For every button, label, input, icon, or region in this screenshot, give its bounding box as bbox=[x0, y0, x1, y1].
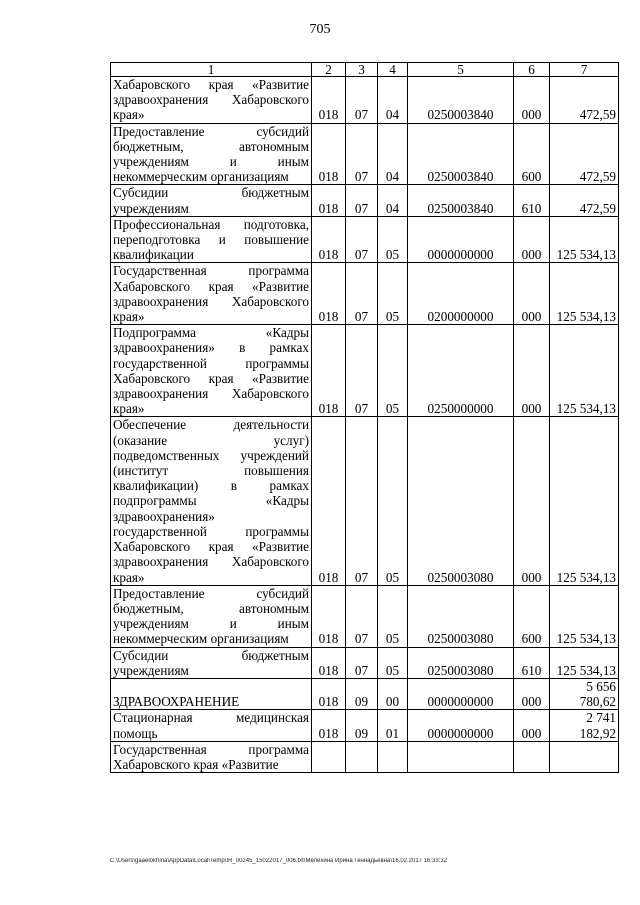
row-csr: 0250003840 bbox=[408, 123, 514, 185]
table-row bbox=[111, 263, 619, 325]
row-vr: 000 bbox=[514, 77, 550, 124]
table-row bbox=[111, 710, 619, 741]
row-sum: 5 656 780,62 bbox=[550, 678, 619, 709]
row-rz: 07 bbox=[346, 123, 378, 185]
row-ved: 018 bbox=[312, 710, 346, 741]
row-pr: 05 bbox=[378, 263, 408, 325]
row-sum: 125 534,13 bbox=[550, 417, 619, 585]
row-vr: 000 bbox=[514, 710, 550, 741]
row-rz: 09 bbox=[346, 678, 378, 709]
row-pr: 05 bbox=[378, 325, 408, 417]
row-sum: 125 534,13 bbox=[550, 263, 619, 325]
row-rz: 07 bbox=[346, 325, 378, 417]
row-csr: 0000000000 bbox=[408, 710, 514, 741]
row-sum: 2 741 182,92 bbox=[550, 710, 619, 741]
row-sum: 472,59 bbox=[550, 123, 619, 185]
row-csr bbox=[408, 741, 514, 772]
table-row bbox=[111, 585, 619, 647]
row-rz: 07 bbox=[346, 185, 378, 216]
row-ved: 018 bbox=[312, 123, 346, 185]
row-rz bbox=[346, 741, 378, 772]
row-ved: 018 bbox=[312, 647, 346, 678]
column-header: 6 bbox=[514, 63, 550, 77]
row-csr: 0000000000 bbox=[408, 216, 514, 263]
row-ved: 018 bbox=[312, 417, 346, 585]
column-header: 3 bbox=[346, 63, 378, 77]
row-pr: 00 bbox=[378, 678, 408, 709]
row-rz: 07 bbox=[346, 263, 378, 325]
row-vr: 000 bbox=[514, 325, 550, 417]
row-vr: 000 bbox=[514, 678, 550, 709]
row-vr: 610 bbox=[514, 185, 550, 216]
row-pr: 01 bbox=[378, 710, 408, 741]
row-sum: 125 534,13 bbox=[550, 647, 619, 678]
row-ved: 018 bbox=[312, 678, 346, 709]
table-row bbox=[111, 77, 619, 124]
row-vr: 000 bbox=[514, 417, 550, 585]
row-csr: 0000000000 bbox=[408, 678, 514, 709]
row-vr bbox=[514, 741, 550, 772]
row-ved: 018 bbox=[312, 585, 346, 647]
row-name: Государственная программа Хабаровского края «Развитие здравоохранения Хабаровского края» bbox=[111, 263, 312, 325]
row-name: Субсидии бюджетным учреждениям bbox=[111, 647, 312, 678]
row-ved: 018 bbox=[312, 216, 346, 263]
row-name: Государственная программа Хабаровского края «Развитие bbox=[111, 741, 312, 772]
row-ved: 018 bbox=[312, 77, 346, 124]
row-pr: 04 bbox=[378, 185, 408, 216]
table-row bbox=[111, 678, 619, 709]
row-csr: 0250003840 bbox=[408, 185, 514, 216]
row-name: Хабаровского края «Развитие здравоохранения Хабаровского края» bbox=[111, 77, 312, 124]
row-pr: 05 bbox=[378, 647, 408, 678]
row-sum bbox=[550, 741, 619, 772]
row-name: Стационарная медицинская помощь bbox=[111, 710, 312, 741]
row-pr: 05 bbox=[378, 417, 408, 585]
table-header-row bbox=[111, 63, 619, 77]
row-rz: 07 bbox=[346, 647, 378, 678]
footer-file-path: C:\Users\gaaelokhina\AppData\Local\Temp\IR_00245_15022017_006.txt\Мелехина Ирина Геннадьевна\16.02.2017 16:33:32 bbox=[110, 858, 448, 864]
row-pr: 04 bbox=[378, 77, 408, 124]
row-ved bbox=[312, 741, 346, 772]
row-rz: 07 bbox=[346, 77, 378, 124]
row-name: Профессиональная подготовка, переподготовка и повышение квалификации bbox=[111, 216, 312, 263]
row-csr: 0250003080 bbox=[408, 585, 514, 647]
row-ved: 018 bbox=[312, 263, 346, 325]
page-number: 705 bbox=[309, 22, 331, 37]
column-header: 2 bbox=[312, 63, 346, 77]
row-rz: 07 bbox=[346, 417, 378, 585]
row-csr: 0250000000 bbox=[408, 325, 514, 417]
row-vr: 000 bbox=[514, 216, 550, 263]
row-sum: 125 534,13 bbox=[550, 325, 619, 417]
row-sum: 125 534,13 bbox=[550, 216, 619, 263]
row-name: Обеспечение деятельности (оказание услуг) подведомственных учреждений (институт повышения квалификации) в рамках подпрограммы «Кадры здравоохранения» государственной программы Хабаровского края «Развитие здравоохранения Хабаровского края» bbox=[111, 417, 312, 585]
row-vr: 610 bbox=[514, 647, 550, 678]
row-name: Предоставление субсидий бюджетным, автономным учреждениям и иным некоммерческим организациям bbox=[111, 123, 312, 185]
column-header: 5 bbox=[408, 63, 514, 77]
row-sum: 472,59 bbox=[550, 77, 619, 124]
table-row bbox=[111, 417, 619, 585]
row-ved: 018 bbox=[312, 325, 346, 417]
row-pr: 05 bbox=[378, 216, 408, 263]
row-sum: 125 534,13 bbox=[550, 585, 619, 647]
row-ved: 018 bbox=[312, 185, 346, 216]
table-row bbox=[111, 123, 619, 185]
row-pr bbox=[378, 741, 408, 772]
row-name: Предоставление субсидий бюджетным, автономным учреждениям и иным некоммерческим организациям bbox=[111, 585, 312, 647]
table-row bbox=[111, 647, 619, 678]
row-name: Субсидии бюджетным учреждениям bbox=[111, 185, 312, 216]
row-name: Подпрограмма «Кадры здравоохранения» в рамках государственной программы Хабаровского края «Развитие здравоохранения Хабаровского края» bbox=[111, 325, 312, 417]
row-csr: 0200000000 bbox=[408, 263, 514, 325]
row-name: ЗДРАВООХРАНЕНИЕ bbox=[111, 678, 312, 709]
row-pr: 04 bbox=[378, 123, 408, 185]
table-row bbox=[111, 741, 619, 772]
budget-table bbox=[110, 62, 619, 773]
table-row bbox=[111, 216, 619, 263]
row-rz: 09 bbox=[346, 710, 378, 741]
row-vr: 600 bbox=[514, 123, 550, 185]
row-sum: 472,59 bbox=[550, 185, 619, 216]
column-header: 4 bbox=[378, 63, 408, 77]
column-header: 1 bbox=[111, 63, 312, 77]
row-rz: 07 bbox=[346, 216, 378, 263]
row-csr: 0250003080 bbox=[408, 647, 514, 678]
table-row bbox=[111, 325, 619, 417]
table-row bbox=[111, 185, 619, 216]
row-csr: 0250003840 bbox=[408, 77, 514, 124]
row-rz: 07 bbox=[346, 585, 378, 647]
row-pr: 05 bbox=[378, 585, 408, 647]
row-vr: 000 bbox=[514, 263, 550, 325]
row-vr: 600 bbox=[514, 585, 550, 647]
column-header: 7 bbox=[550, 63, 619, 77]
row-csr: 0250003080 bbox=[408, 417, 514, 585]
